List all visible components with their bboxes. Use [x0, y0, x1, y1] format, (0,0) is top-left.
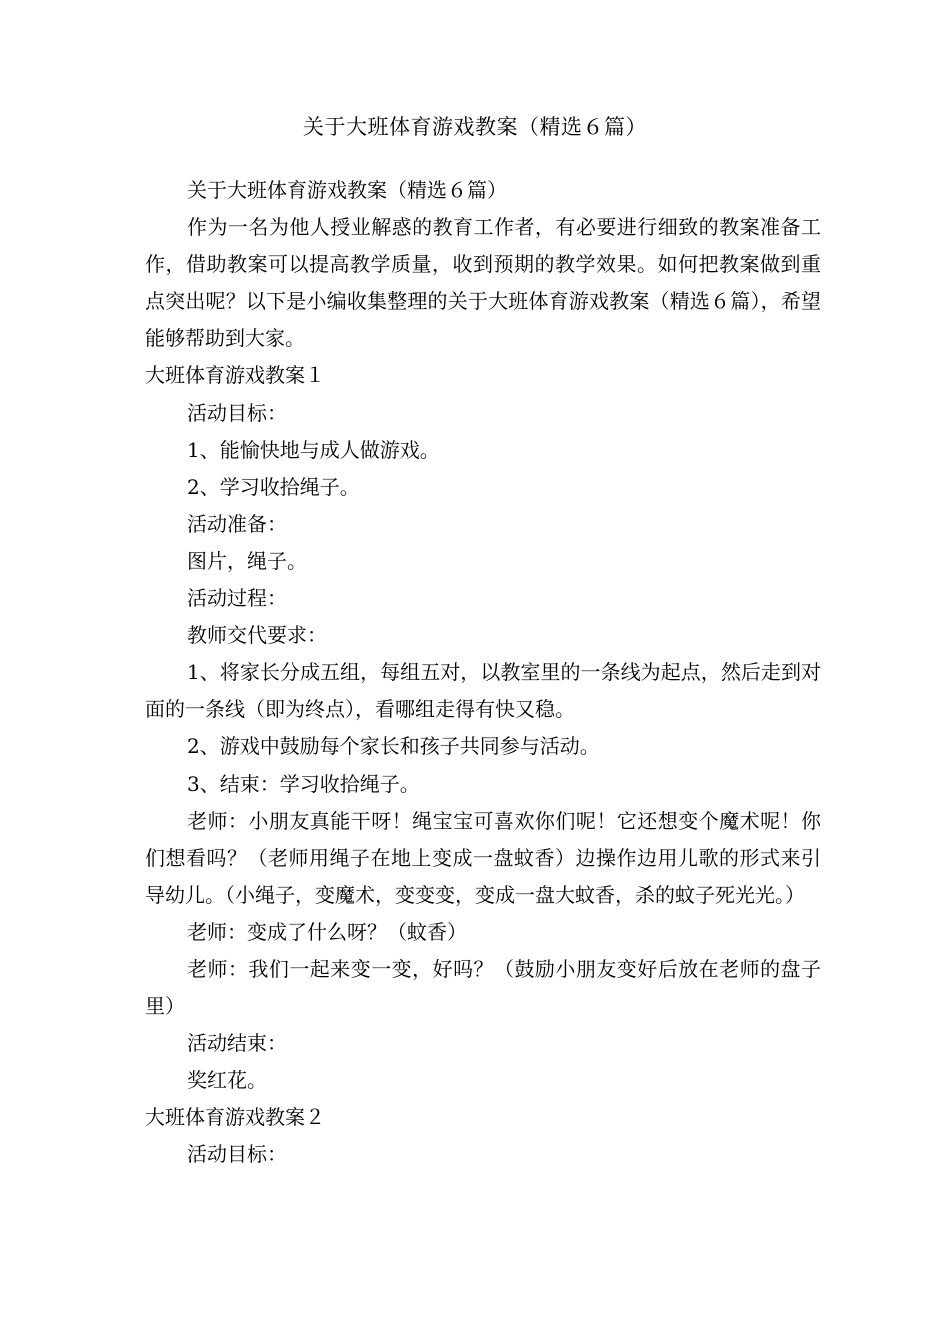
paragraph: 图片，绳子。 [187, 548, 307, 573]
paragraph: 活动过程： [187, 586, 287, 611]
paragraph: 1、将家长分成五组，每组五对，以教室里的一条线为起点，然后走到对面的一条线（即为终点），看哪组走得有快又稳。 [145, 660, 821, 722]
document-title: 关于大班体育游戏教案（精选６篇） [303, 115, 647, 139]
paragraph: 老师：小朋友真能干呀！绳宝宝可喜欢你们呢！它还想变个魔术呢！你们想看吗？（老师用绳子在地上变成一盘蚊香）边操作边用儿歌的形式来引导幼儿。（小绳子，变魔术，变变变，变成一盘大蚊香，杀的蚊子死光光。） [145, 808, 821, 907]
paragraph: 1、能愉快地与成人做游戏。 [187, 437, 440, 462]
document-body [145, 172, 821, 1174]
paragraph: 活动结束： [187, 1031, 287, 1056]
section-heading: 大班体育游戏教案１ [145, 363, 325, 388]
paragraph: 作为一名为他人授业解惑的教育工作者，有必要进行细致的教案准备工作，借助教案可以提高教学质量，收到预期的教学效果。如何把教案做到重点突出呢？以下是小编收集整理的关于大班体育游戏教案（精选６篇），希望能够帮助到大家。 [145, 215, 821, 351]
paragraph: 3、结束：学习收拾绳子。 [187, 771, 420, 796]
paragraph: 老师：我们一起来变一变，好吗？（鼓励小朋友变好后放在老师的盘子里） [145, 956, 821, 1019]
paragraph: 奖红花。 [187, 1068, 267, 1093]
paragraph: 老师：变成了什么呀？（蚊香） [187, 919, 467, 944]
paragraph: 2、学习收拾绳子。 [187, 474, 360, 499]
paragraph: 活动目标： [187, 1142, 287, 1167]
paragraph: 活动目标： [187, 400, 287, 425]
paragraph: 教师交代要求： [187, 623, 327, 648]
paragraph: 关于大班体育游戏教案（精选６篇） [187, 178, 507, 202]
paragraph: 2、游戏中鼓励每个家长和孩子共同参与活动。 [187, 734, 600, 759]
section-heading: 大班体育游戏教案２ [145, 1105, 325, 1130]
paragraph: 活动准备： [187, 511, 287, 536]
